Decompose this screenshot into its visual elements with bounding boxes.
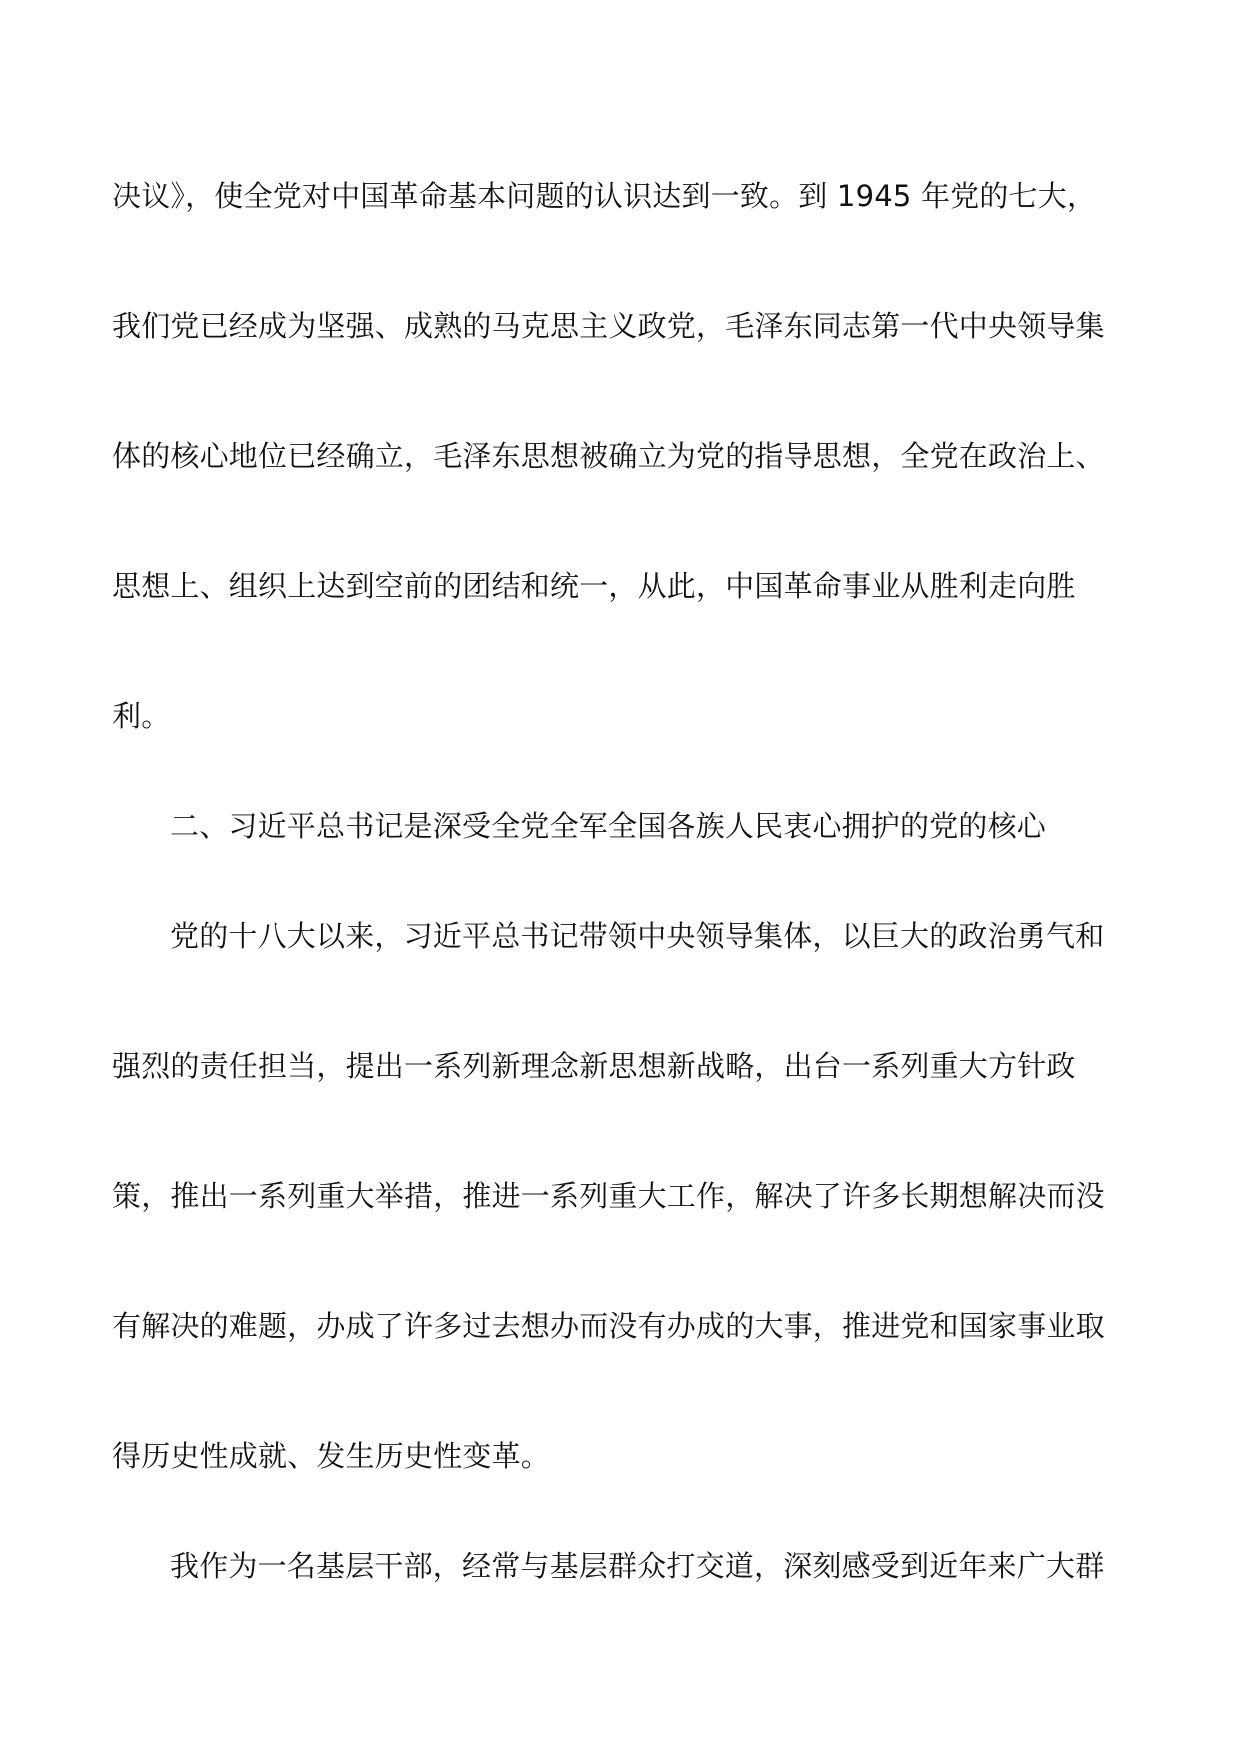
text-line: 决议》，使全党对中国革命基本问题的认识达到一致。到 1945 年党的七大， [112, 179, 1097, 213]
text-line: 体的核心地位已经确立，毛泽东思想被确立为党的指导思想，全党在政治上、 [112, 439, 1105, 473]
text-line: 我作为一名基层干部，经常与基层群众打交道，深刻感受到近年来广大群 [170, 1549, 1105, 1583]
text-line: 强烈的责任担当，提出一系列新理念新思想新战略，出台一系列重大方针政 [112, 1049, 1076, 1083]
text-line: 我们党已经成为坚强、成熟的马克思主义政党，毛泽东同志第一代中央领导集 [112, 309, 1105, 343]
text-line: 策，推出一系列重大举措，推进一系列重大工作，解决了许多长期想解决而没 [112, 1179, 1105, 1213]
text-line: 得历史性成就、发生历史性变革。 [112, 1439, 551, 1473]
section-heading: 二、习近平总书记是深受全党全军全国各族人民衷心拥护的党的核心 [170, 809, 1047, 843]
text-line: 党的十八大以来，习近平总书记带领中央领导集体，以巨大的政治勇气和 [170, 919, 1105, 953]
text-line: 利。 [112, 699, 171, 733]
text-line: 有解决的难题，办成了许多过去想办而没有办成的大事，推进党和国家事业取 [112, 1309, 1105, 1343]
text-line: 思想上、组织上达到空前的团结和统一，从此，中国革命事业从胜利走向胜 [112, 569, 1076, 603]
